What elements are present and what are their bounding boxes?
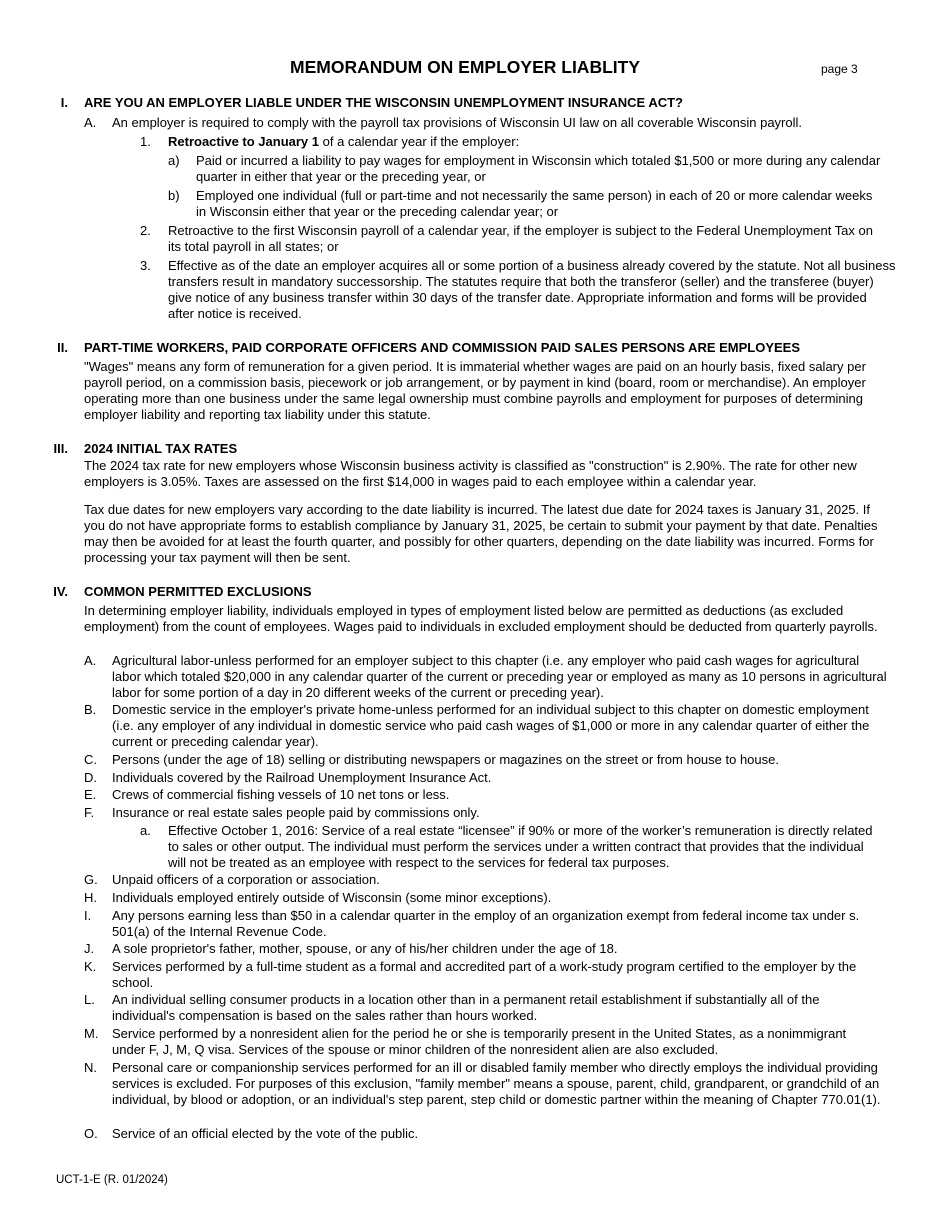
section-1-subitem-b-text: Employed one individual (full or part-time and not necessarily the same person) in each of 20 or more calendar weeks in Wisconsin either that year or the preceding calendar year; or [196,188,873,219]
exclusion-f-sub-a-text: Effective October 1, 2016: Service of a real estate “licensee” if 90% or more of the worker’s remuneration is directly related to sales or other output. The individual must perform the services under a written contract that provides that the individual will not be treated as an employee with respect to the services for federal tax purposes. [168,823,873,870]
exclusion-a-label: A. [84,653,97,668]
section-3-body-2: Tax due dates for new employers vary according to the date liability is incurred. The latest due date for 2024 taxes is January 31, 2025. If you do not have appropriate forms to establish compliance by January 31, 2025, be certain to submit your payment by that date. Penalties may then be avoided for at least the fourth quarter, and possibly for other quarters, depending on the date liability was incurred. Forms for processing your tax payment will then be sent. [84,502,878,565]
section-1-item-a-text: An employer is required to comply with the payroll tax provisions of Wisconsin UI law on all coverable Wisconsin payroll. [112,115,803,130]
document-title: MEMORANDUM ON EMPLOYER LIABLITY [290,57,640,77]
exclusion-a-text: Agricultural labor-unless performed for an employer subject to this chapter (i.e. any employer who paid cash wages for agricultural labor which totaled $20,000 in any calendar quarter of the current or preceding year or employed as many as 10 persons in agricultural labor for some portion of a day in 20 different weeks of the current or preceding year). [112,653,887,700]
section-2-number: II. [57,340,68,355]
section-1-item-2-text: Retroactive to the first Wisconsin payroll of a calendar year, if the employer is subject to the Federal Unemployment Tax on its total payroll in all states; or [168,223,873,254]
section-1-heading: ARE YOU AN EMPLOYER LIABLE UNDER THE WISCONSIN UNEMPLOYMENT INSURANCE ACT? [84,95,683,110]
section-1-number: I. [60,95,68,110]
exclusion-o-label: O. [84,1126,98,1141]
section-2-body: "Wages" means any form of remuneration for a given period. It is immaterial whether wages are paid on an hourly basis, fixed salary per payroll period, on a commission basis, piecework or job arrangement, or by payment in kind (board, room or merchandise). An employer operating more than one business under the same legal ownership must combine payrolls and employment for purposes of determining employer liability and reporting tax liability under this statute. [84,359,866,422]
exclusion-n-label: N. [84,1060,97,1075]
exclusion-b-label: B. [84,702,97,717]
exclusion-e-text: Crews of commercial fishing vessels of 10 net tons or less. [112,787,450,802]
exclusion-d-text: Individuals covered by the Railroad Unemployment Insurance Act. [112,770,492,785]
exclusion-f-sub-a-label: a. [140,823,151,838]
exclusion-f-text: Insurance or real estate sales people paid by commissions only. [112,805,480,820]
exclusion-e-label: E. [84,787,97,802]
section-2-heading: PART-TIME WORKERS, PAID CORPORATE OFFICERS AND COMMISSION PAID SALES PERSONS ARE EMPLOYEES [84,340,801,355]
section-1-item-1-rest: of a calendar year if the employer: [319,134,520,149]
exclusion-b-text: Domestic service in the employer's private home-unless performed for an individual subject to this chapter on domestic employment (i.e. any employer of any individual in domestic service who paid cash wages of $1,000 or more in any calendar quarter of either the current or preceding calendar year). [112,702,870,749]
form-code-footer: UCT-1-E (R. 01/2024) [56,1174,168,1186]
section-4-body: In determining employer liability, individuals employed in types of employment listed below are permitted as deductions (as excluded employment) from the count of employees. Wages paid to individuals in excluded employment should be deducted from quarterly payrolls. [84,603,878,634]
section-1-item-1-label: 1. [140,134,151,149]
exclusion-h-label: H. [84,890,97,905]
page-number: page 3 [821,62,858,76]
exclusion-c-label: C. [84,752,97,767]
exclusion-l-text: An individual selling consumer products in a location other than in a permanent retail establishment if substantially all of the individual's compensation is based on the sales rather than hours worked. [112,992,820,1023]
exclusion-n-text: Personal care or companionship services performed for an ill or disabled family member who directly employs the individual providing services is excluded. For purposes of this exclusion, "family member" means a spouse, parent, child, grandparent, or grandchild of an individual, by blood or adoption, or an individual's step parent, step child or domestic partner within the meaning of Chapter 770.01(1). [112,1060,881,1107]
exclusion-g-text: Unpaid officers of a corporation or association. [112,872,380,887]
section-3-heading: 2024 INITIAL TAX RATES [84,441,238,456]
exclusion-i-text: Any persons earning less than $50 in a calendar quarter in the employ of an organization exempt from federal income tax under s. 501(a) of the Internal Revenue Code. [112,908,860,939]
exclusion-j-label: J. [84,941,95,956]
exclusion-o-text: Service of an official elected by the vote of the public. [112,1126,419,1141]
exclusion-i-label: I. [84,908,92,923]
exclusion-h-text: Individuals employed entirely outside of Wisconsin (some minor exceptions). [112,890,552,905]
section-4-number: IV. [53,584,68,599]
exclusion-m-label: M. [84,1026,99,1041]
exclusion-k-label: K. [84,959,97,974]
exclusion-m-text: Service performed by a nonresident alien for the period he or she is temporarily present in the United States, as a nonimmigrant under F, J, M, Q visa. Services of the spouse or minor children of the nonresident alien are also excluded. [112,1026,847,1057]
section-1-subitem-a-text: Paid or incurred a liability to pay wages for employment in Wisconsin which totaled $1,500 or more during any calendar quarter in either that year or the preceding year, or [196,153,881,184]
section-1-item-1-text [168,134,888,150]
exclusion-k-text: Services performed by a full-time student as a formal and accredited part of a work-study program certified to the employer by the school. [112,959,857,990]
exclusion-l-label: L. [84,992,95,1007]
section-3-number: III. [53,441,68,456]
section-1-subitem-b-label: b) [168,188,180,203]
section-1-item-1-bold: Retroactive to January 1 [168,134,320,149]
exclusion-g-label: G. [84,872,98,887]
exclusion-f-label: F. [84,805,95,820]
section-1-item-3-text: Effective as of the date an employer acquires all or some portion of a business already covered by the statute. Not all business transfers result in mandatory successorship. The statutes require that both the transferor (seller) and the transferee (buyer) give notice of any business transfer within 30 days of the transfer date. Appropriate information and forms will be provided after notice is received. [168,258,896,321]
section-1-item-3-label: 3. [140,258,151,273]
section-3-body-1: The 2024 tax rate for new employers whose Wisconsin business activity is classified as "construction" is 2.90%. The rate for other new employers is 3.05%. Taxes are assessed on the first $14,000 in wages paid to each employee within a calendar year. [84,458,857,489]
exclusion-j-text: A sole proprietor's father, mother, spouse, or any of his/her children under the age of 18. [112,941,618,956]
section-1-item-2-label: 2. [140,223,151,238]
section-1-subitem-a-label: a) [168,153,180,168]
section-1-item-a-label: A. [84,115,97,130]
exclusion-c-text: Persons (under the age of 18) selling or distributing newspapers or magazines on the street or from house to house. [112,752,779,767]
exclusion-d-label: D. [84,770,97,785]
section-4-heading: COMMON PERMITTED EXCLUSIONS [84,584,312,599]
